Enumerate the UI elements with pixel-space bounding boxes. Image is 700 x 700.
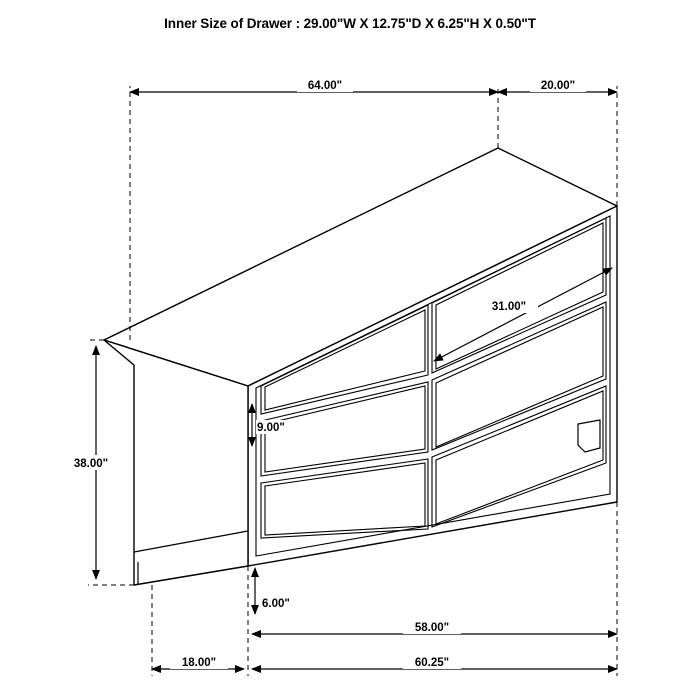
dim-label-bottom-overall: 60.25" <box>414 657 450 669</box>
dim-total-height <box>62 346 122 579</box>
dim-label-bottom-front: 58.00" <box>414 622 450 634</box>
page-title: Inner Size of Drawer : 29.00"W X 12.75"D X 6.25"H X 0.50"T <box>164 16 536 31</box>
dim-label-top-depth: 20.00" <box>540 80 576 92</box>
dim-label-leg-height: 6.00" <box>262 598 290 610</box>
dim-label-drawer-height: 9.00" <box>257 422 285 434</box>
dim-top-width <box>130 78 498 92</box>
dim-label-total-height: 38.00" <box>73 458 109 470</box>
dim-label-top-width: 64.00" <box>307 80 343 92</box>
dim-label-drawer-width: 31.00" <box>491 301 527 313</box>
dim-leg-height <box>255 568 308 614</box>
dim-bottom-side <box>152 655 244 669</box>
dim-top-depth <box>498 78 617 92</box>
dresser-outline <box>104 148 617 585</box>
dim-bottom-overall <box>252 655 617 669</box>
dim-label-bottom-side: 18.00" <box>181 657 217 669</box>
dim-bottom-front <box>252 620 617 634</box>
